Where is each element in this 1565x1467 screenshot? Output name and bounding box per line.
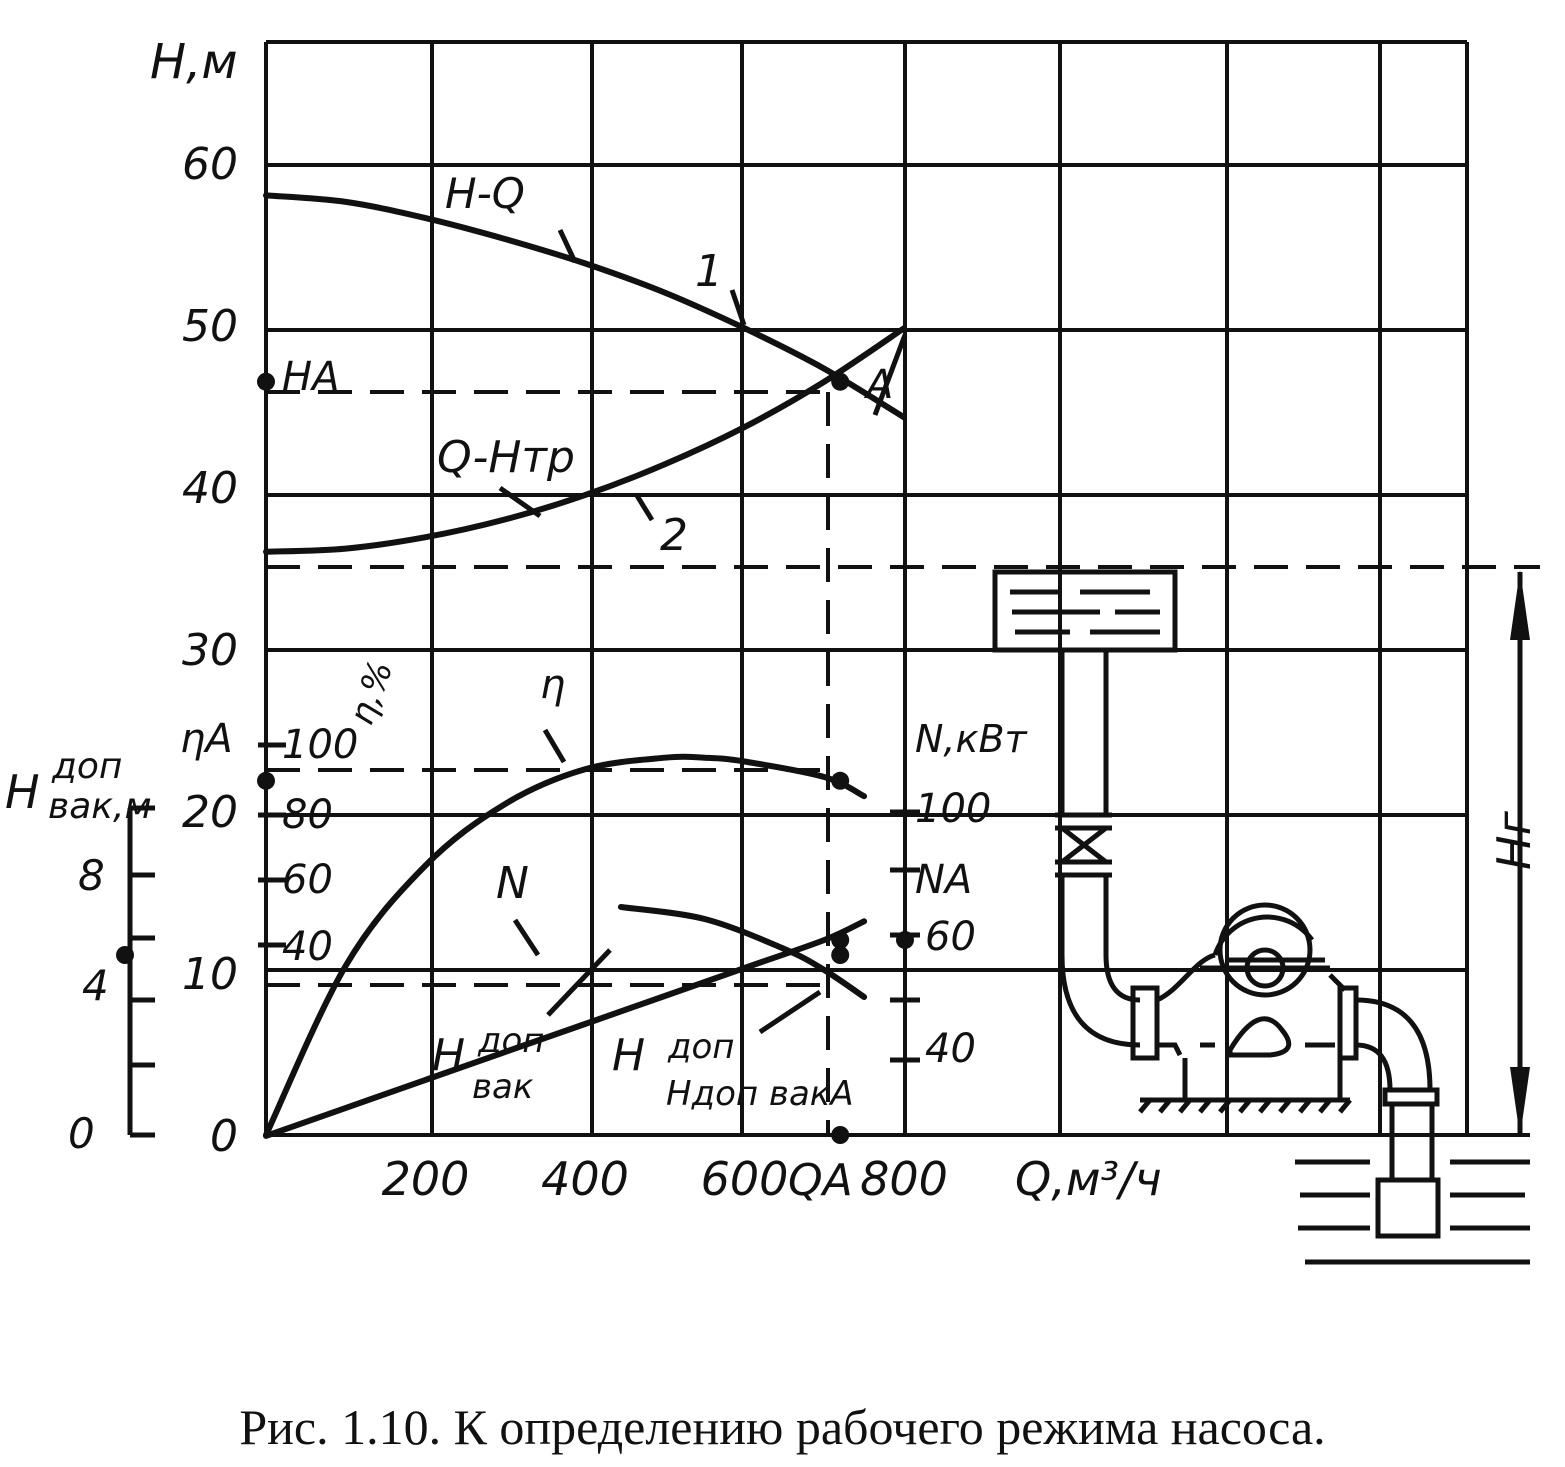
discharge-flange [1340, 988, 1356, 1058]
N-A-label: NA [915, 857, 973, 903]
Hvac-label-vak: вак [472, 1067, 534, 1107]
power-tick-40: 40 [925, 1026, 976, 1072]
series-label-QHtr: Q-Hтр [437, 432, 575, 483]
marker-A [831, 373, 849, 391]
marker-HvacA [831, 946, 849, 964]
x-operating-label: QA [788, 1155, 853, 1206]
y-tick-head-50: 50 [182, 301, 238, 352]
x-tick-400: 400 [541, 1152, 629, 1206]
eta-A-label: ηA [180, 716, 233, 762]
vac-axis-vak: вак,м [48, 786, 152, 827]
eff-tick-80: 80 [282, 792, 333, 838]
eff-tick-60: 60 [282, 857, 333, 903]
HvacA-label-dop: доп [668, 1027, 735, 1067]
static-head-label: Нг [1487, 811, 1541, 870]
Hvac-label-H: Н [432, 1030, 466, 1081]
x-tick-200: 200 [381, 1152, 470, 1206]
y-axis-head-ticks [182, 139, 238, 1162]
vac-tick-0: 0 [68, 1109, 95, 1158]
operating-point-label: A [866, 362, 894, 408]
figure-caption: Рис. 1.10. К определению рабочего режима насоса. [239, 1399, 1326, 1455]
x-axis-ticks [382, 1152, 948, 1206]
x-tick-800: 800 [860, 1152, 948, 1206]
y-tick-head-10: 10 [182, 949, 238, 1000]
vac-tick-8: 8 [78, 851, 105, 900]
power-tick-100: 100 [915, 786, 992, 832]
marker-etaA [831, 772, 849, 790]
power-tick-60: 60 [925, 914, 976, 960]
eff-tick-100: 100 [282, 722, 359, 768]
leader-lines [500, 230, 905, 1032]
vac-axis [130, 808, 155, 1135]
H-A-label: НA [282, 354, 340, 400]
y-tick-head-40: 40 [182, 463, 238, 514]
HvacA-label-vakA: Ндоп вакA [666, 1074, 854, 1114]
series-tag-1: 1 [695, 246, 723, 297]
series-label-N: N [496, 858, 529, 909]
y-tick-head-60: 60 [182, 139, 238, 190]
Hvac-label-dop: доп [478, 1021, 545, 1061]
vac-tick-4: 4 [82, 961, 109, 1010]
x-axis-label: Q,м³/ч [1015, 1152, 1162, 1206]
vac-axis-dop: доп [52, 746, 123, 787]
series-label-eta: η [540, 662, 566, 708]
series-line-0 [266, 195, 904, 417]
marker-etaA-axis [257, 772, 275, 790]
series-tag-2: 2 [660, 510, 688, 561]
eff-axis-label: η,% [341, 655, 402, 730]
x-tick-600: 600 [700, 1152, 789, 1206]
HvacA-label-H: Н [612, 1030, 646, 1081]
y-axis-label-head: Н,м [150, 34, 238, 90]
y-tick-head-30: 30 [182, 625, 238, 676]
marker-HA-axis [257, 373, 275, 391]
series-label-HQ: H-Q [445, 169, 525, 218]
y-tick-head-20: 20 [182, 787, 238, 838]
vac-axis-H: Н [5, 765, 40, 819]
lower-reservoir [1295, 1162, 1530, 1262]
suction-strainer [1378, 1180, 1438, 1236]
marker-QA [831, 1126, 849, 1144]
y-tick-head-0: 0 [210, 1111, 238, 1162]
eff-tick-40: 40 [282, 924, 333, 970]
power-axis-label: N,кВт [915, 717, 1027, 761]
